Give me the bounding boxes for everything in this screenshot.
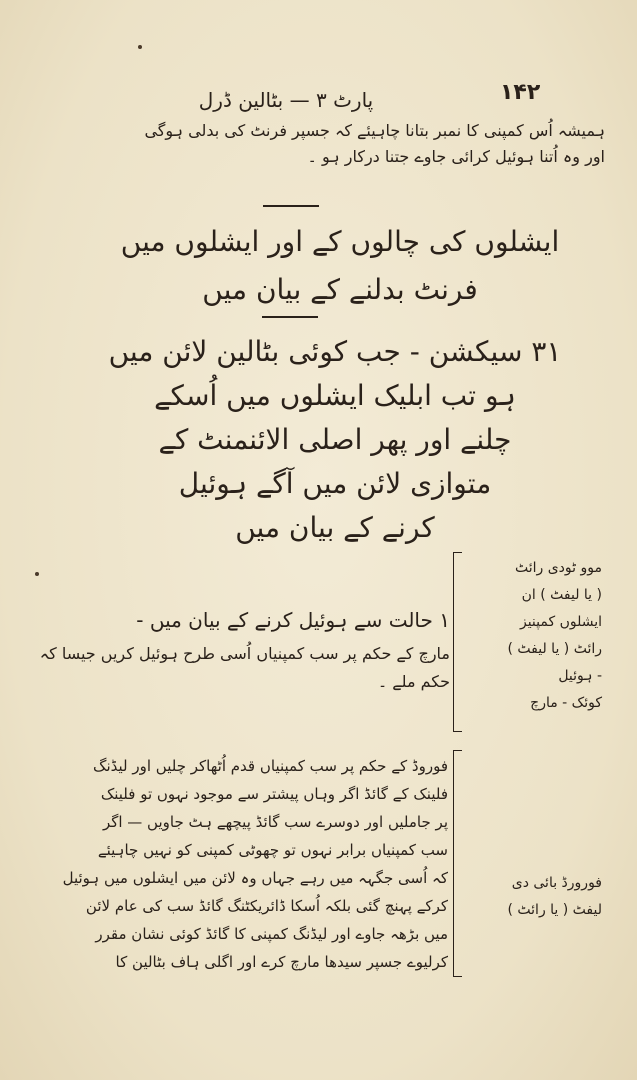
text-line: فوروڈ کے حکم پر سب کمپنیاں قدم اُٹھاکر چلیں اور لیڈنگ bbox=[93, 757, 448, 775]
margin-line: کوئک - مارچ bbox=[530, 695, 602, 711]
text-line: حکم ملے ۔ bbox=[377, 672, 450, 691]
text-line: ہمیشہ اُس کمپنی کا نمبر بتانا چاہیئے کہ جسپر فرنٹ کی بدلی ہوگی bbox=[144, 121, 605, 140]
margin-line: موو ٹودی رائٹ bbox=[514, 560, 602, 576]
heading-line: متوازی لائن میں آگے ہوئیل bbox=[178, 467, 492, 500]
text-line: میں بڑھہ جاوے اور لیڈنگ کمپنی کا گائڈ کوئی نشان مقرر bbox=[95, 925, 448, 943]
title-line: ایشلوں کی چالوں کے اور ایشلوں میں bbox=[120, 225, 560, 258]
margin-line: فورورڈ بائی دی bbox=[511, 875, 602, 891]
margin-bracket bbox=[453, 552, 462, 732]
margin-line: رائٹ ( یا لیفٹ ) bbox=[507, 641, 602, 657]
paper-speck bbox=[35, 572, 39, 576]
heading-line: ہو تب ابلیک ایشلوں میں اُسکے bbox=[154, 379, 516, 412]
margin-line: - ہوئیل bbox=[558, 668, 602, 684]
paper-speck bbox=[138, 45, 142, 49]
margin-line: ایشلوں کمپنیز bbox=[519, 614, 602, 630]
heading-line: چلنے اور پھر اصلی الائنمنٹ کے bbox=[158, 423, 512, 456]
text-line: فلینک کے گائڈ اگر وہاں پیشتر سے موجود نہوں تو فلینک bbox=[100, 785, 448, 803]
chapter-title bbox=[120, 218, 560, 314]
margin-line: لیفٹ ( یا رائٹ ) bbox=[507, 902, 602, 918]
divider-rule bbox=[262, 316, 318, 318]
text-line: مارچ کے حکم پر سب کمپنیاں اُسی طرح ہوئیل کریں جیسا کہ bbox=[40, 644, 450, 663]
title-line: فرنٹ بدلنے کے بیان میں bbox=[202, 273, 478, 306]
text-line: کرکے پہنچ گئی بلکہ اُسکا ڈائریکٹنگ گائڈ سب کی عام لائن bbox=[85, 897, 448, 915]
running-title: پارٹ ۳ — بٹالین ڈرل bbox=[198, 88, 374, 112]
heading-line: کرنے کے بیان میں bbox=[235, 511, 435, 544]
text-line: کرلیوے جسپر سیدھا مارچ کرے اور اگلی ہاف بٹالین کا bbox=[115, 953, 448, 971]
margin-note bbox=[462, 555, 602, 717]
heading-line: ۳۱ سیکشن - جب کوئی بٹالین لائن میں bbox=[108, 335, 562, 368]
page-number: ۱۴۲ bbox=[500, 80, 541, 105]
intro-paragraph bbox=[50, 118, 605, 170]
text-line: پر جاملیں اور دوسرے سب گائڈ پیچھے ہٹ جاویں — اگر bbox=[102, 813, 448, 831]
sub-section-text bbox=[40, 640, 450, 696]
text-line: سب کمپنیاں برابر نہوں تو چھوٹی کمپنی کو نہیں چاہیئے bbox=[97, 841, 448, 859]
margin-line: ( یا لیفٹ ) ان bbox=[521, 587, 602, 603]
margin-note bbox=[462, 870, 602, 924]
text-line: اور وہ اُتنا ہوئیل کرائی جاوے جتنا درکار ہو ۔ bbox=[307, 147, 605, 166]
section-heading bbox=[90, 330, 580, 550]
margin-bracket bbox=[453, 750, 462, 977]
sub-section-heading: ۱ حالت سے ہوئیل کرنے کے بیان میں - bbox=[136, 608, 450, 632]
divider-rule bbox=[263, 205, 319, 207]
text-line: کہ اُسی جگہہ میں رہے جہاں وہ لائن میں ایشلوں میں ہوئیل bbox=[62, 869, 448, 887]
body-paragraph bbox=[38, 752, 448, 976]
